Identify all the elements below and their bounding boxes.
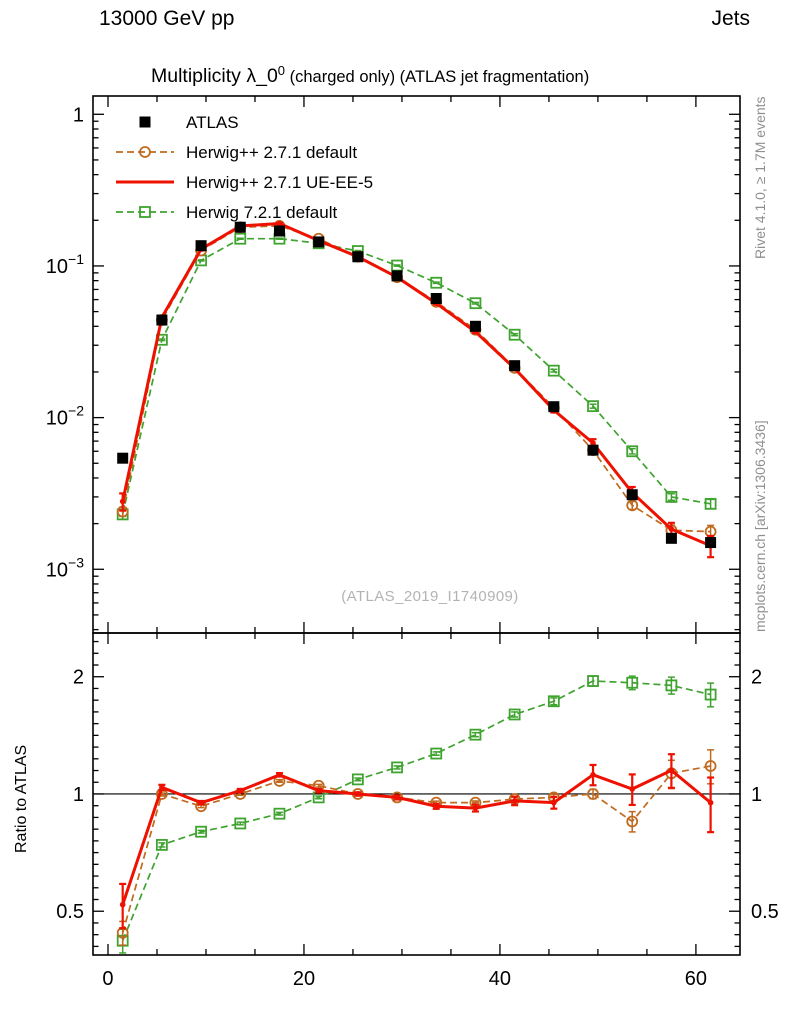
series-herwigpp-default-main bbox=[118, 221, 716, 539]
main-y-tick-label: $10^{-2}$ bbox=[45, 402, 84, 430]
plot-title bbox=[151, 63, 589, 88]
series-line-herwig7-default bbox=[123, 681, 711, 941]
series-line-herwigpp-ueee5 bbox=[123, 224, 711, 546]
beam-energy-label: 13000 GeV pp bbox=[99, 7, 235, 30]
data-marker-atlas bbox=[352, 251, 363, 262]
ratio-y-tick-label-right: 0.5 bbox=[751, 901, 779, 924]
data-marker-herwigpp-ueee5 bbox=[669, 768, 675, 774]
data-marker-herwigpp-ueee5 bbox=[629, 786, 635, 792]
series-line-herwigpp-default bbox=[123, 766, 711, 933]
legend-entry-herwigpp-ueee5 bbox=[116, 173, 373, 192]
data-marker-herwigpp-ueee5 bbox=[198, 800, 204, 806]
legend-label-herwig7-default: Herwig 7.2.1 default bbox=[186, 203, 338, 222]
data-marker-herwigpp-ueee5 bbox=[316, 788, 322, 794]
data-marker-herwigpp-ueee5 bbox=[590, 772, 596, 778]
data-marker-atlas bbox=[235, 222, 246, 233]
mcplots-attribution-sidenote: mcplots.cern.ch [arXiv:1306.3436] bbox=[752, 420, 768, 632]
data-marker-atlas bbox=[274, 225, 285, 236]
data-marker-herwigpp-ueee5 bbox=[120, 902, 126, 908]
data-marker-atlas bbox=[140, 117, 151, 128]
main-y-tick-label: $10^{-1}$ bbox=[45, 250, 84, 278]
series-herwigpp-ueee5-main bbox=[119, 221, 714, 557]
rivet-version-sidenote: Rivet 4.1.0, ≥ 1.7M events bbox=[752, 96, 768, 259]
series-line-herwigpp-default bbox=[123, 226, 711, 532]
legend-entry-atlas bbox=[140, 113, 239, 132]
data-marker-herwigpp-ueee5 bbox=[473, 805, 479, 811]
data-marker-herwigpp-ueee5 bbox=[394, 795, 400, 801]
data-marker-atlas bbox=[548, 401, 559, 412]
plot-title-qualifier: (charged only) (ATLAS jet fragmentation) bbox=[285, 68, 590, 86]
series-herwigpp-ueee5-ratio bbox=[119, 754, 714, 928]
data-marker-atlas bbox=[705, 537, 716, 548]
data-marker-atlas bbox=[431, 293, 442, 304]
data-marker-atlas bbox=[588, 445, 599, 456]
data-marker-herwigpp-ueee5 bbox=[551, 800, 557, 806]
data-marker-atlas bbox=[470, 321, 481, 332]
x-tick-label: 0 bbox=[102, 968, 114, 990]
data-marker-atlas bbox=[196, 240, 207, 251]
data-marker-herwigpp-ueee5 bbox=[433, 803, 439, 809]
data-marker-herwigpp-ueee5 bbox=[120, 499, 126, 505]
legend-entry-herwig7-default bbox=[116, 203, 337, 222]
main-y-tick-label: 1 bbox=[72, 104, 84, 127]
data-marker-herwigpp-ueee5 bbox=[237, 788, 243, 794]
x-tick-label: 40 bbox=[488, 968, 512, 990]
legend-label-herwigpp-default: Herwig++ 2.7.1 default bbox=[186, 143, 358, 162]
ratio-y-tick-label-left: 2 bbox=[72, 666, 84, 689]
data-marker-atlas bbox=[156, 315, 167, 326]
process-label: Jets bbox=[711, 7, 750, 30]
axis-ticks bbox=[93, 96, 740, 955]
data-marker-herwigpp-ueee5 bbox=[277, 772, 283, 778]
panel-frames bbox=[93, 96, 740, 955]
data-marker-atlas bbox=[313, 236, 324, 247]
legend-label-herwigpp-ueee5: Herwig++ 2.7.1 UE-EE-5 bbox=[186, 173, 374, 192]
ratio-y-tick-label-right: 2 bbox=[751, 666, 763, 689]
ratio-axis-label: Ratio to ATLAS bbox=[13, 744, 30, 853]
series-atlas-main bbox=[117, 222, 716, 548]
data-marker-herwigpp-ueee5 bbox=[708, 800, 714, 806]
data-marker-atlas bbox=[509, 360, 520, 371]
axis-tick-labels bbox=[46, 104, 779, 990]
data-marker-atlas bbox=[117, 453, 128, 464]
series-line-herwig7-default bbox=[123, 239, 711, 515]
x-tick-label: 20 bbox=[292, 968, 316, 990]
legend-label-atlas: ATLAS bbox=[186, 113, 239, 132]
plot-title-observable: Multiplicity λ_0 bbox=[151, 65, 278, 87]
main-y-tick-label: $10^{-3}$ bbox=[45, 554, 84, 582]
data-marker-herwigpp-ueee5 bbox=[159, 785, 165, 791]
plot-title-superscript: 0 bbox=[277, 63, 286, 78]
ratio-y-tick-label-left: 0.5 bbox=[56, 901, 84, 924]
data-marker-herwigpp-ueee5 bbox=[355, 791, 361, 797]
analysis-id-watermark: (ATLAS_2019_I1740909) bbox=[341, 588, 519, 605]
data-marker-atlas bbox=[666, 533, 677, 544]
legend bbox=[116, 113, 373, 222]
legend-entry-herwigpp-default bbox=[116, 143, 357, 162]
x-tick-label: 60 bbox=[684, 968, 708, 990]
data-marker-herwigpp-ueee5 bbox=[512, 798, 518, 804]
data-marker-atlas bbox=[392, 270, 403, 281]
series-herwig7-default-ratio bbox=[118, 676, 716, 953]
series-herwig7-default-main bbox=[118, 234, 716, 520]
data-marker-herwigpp-ueee5 bbox=[669, 526, 675, 532]
series-line-herwigpp-ueee5 bbox=[123, 770, 711, 904]
data-marker-atlas bbox=[627, 489, 638, 500]
ratio-y-tick-label-left: 1 bbox=[72, 783, 84, 806]
ratio-y-tick-label-right: 1 bbox=[751, 783, 763, 806]
series-herwigpp-default-ratio bbox=[118, 750, 716, 945]
